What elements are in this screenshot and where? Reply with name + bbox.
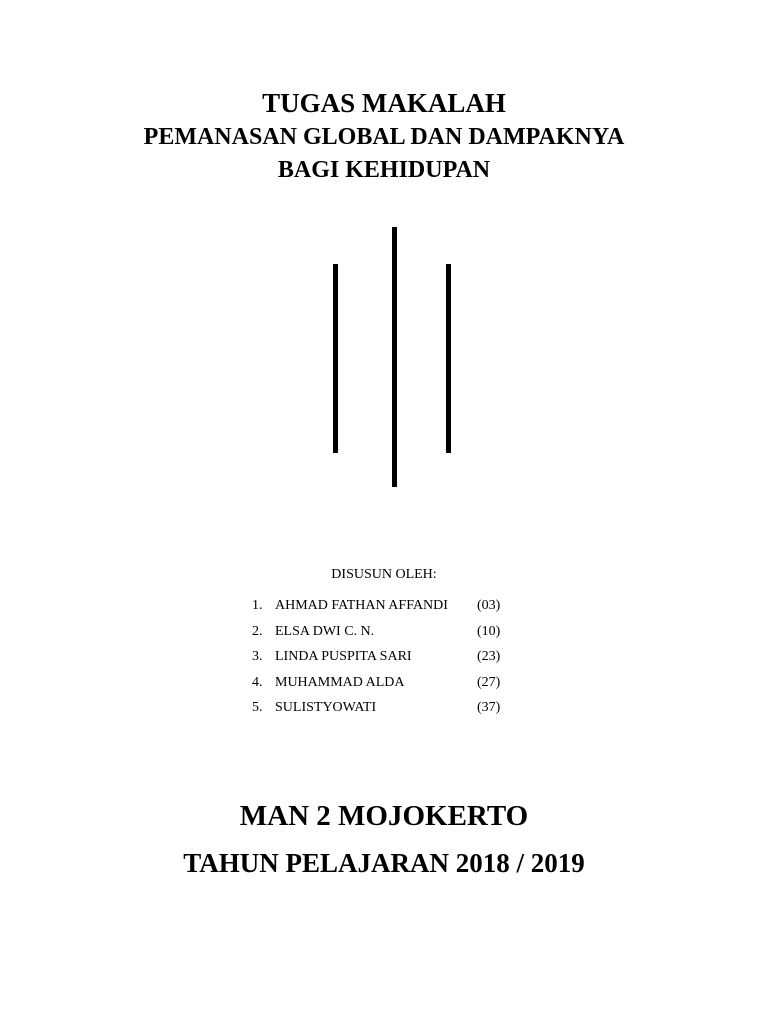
member-name: MUHAMMAD ALDA	[275, 674, 405, 690]
member-number: 4.	[252, 674, 263, 690]
member-name: ELSA DWI C. N.	[275, 623, 375, 639]
member-name: LINDA PUSPITA SARI	[275, 649, 412, 664]
member-row	[252, 597, 512, 623]
member-attendance-number: (03)	[477, 598, 501, 613]
member-name: AHMAD FATHAN AFFANDI	[275, 598, 448, 613]
logo-bar-right	[446, 264, 451, 453]
member-row	[252, 674, 512, 700]
member-attendance-number: (10)	[477, 623, 501, 639]
member-number: 3.	[252, 649, 263, 664]
member-row	[252, 648, 512, 674]
member-attendance-number: (37)	[477, 700, 501, 715]
composed-by-label: DISUSUN OLEH:	[331, 567, 437, 582]
document-title: TUGAS MAKALAH	[262, 88, 506, 118]
member-attendance-number: (23)	[477, 649, 501, 664]
member-attendance-number: (27)	[477, 674, 501, 690]
member-number: 2.	[252, 623, 263, 639]
member-number: 5.	[252, 700, 263, 715]
logo-bar-left	[333, 264, 338, 453]
academic-year: TAHUN PELAJARAN 2018 / 2019	[183, 848, 585, 878]
member-row	[252, 699, 512, 725]
logo-bar-middle	[392, 227, 397, 487]
member-name: SULISTYOWATI	[275, 700, 377, 715]
member-number: 1.	[252, 598, 263, 613]
school-name: MAN 2 MOJOKERTO	[239, 800, 529, 832]
document-subtitle-line-2: BAGI KEHIDUPAN	[277, 157, 491, 183]
member-list	[252, 597, 512, 725]
document-subtitle-line-1: PEMANASAN GLOBAL DAN DAMPAKNYA	[143, 124, 625, 150]
member-row	[252, 623, 512, 649]
